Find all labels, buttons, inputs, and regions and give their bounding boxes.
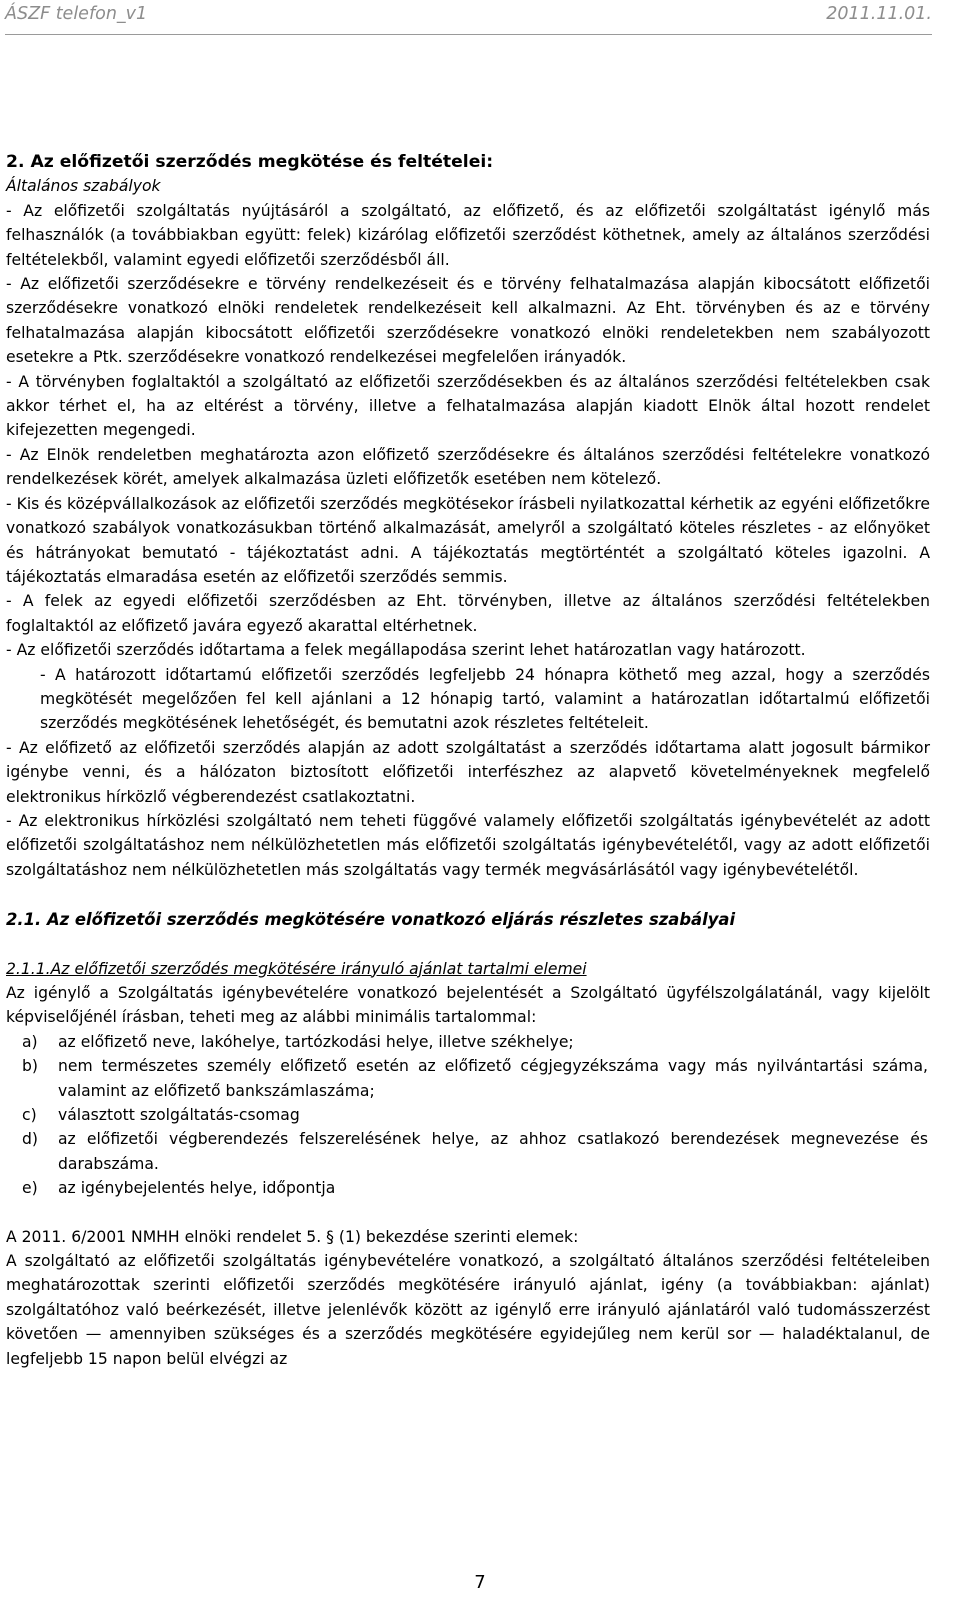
list-marker: e) xyxy=(22,1179,38,1198)
list-item xyxy=(6,1176,930,1200)
list-item-text: az igénybejelentés helye, időpontja xyxy=(58,1179,336,1198)
running-header xyxy=(5,4,932,30)
list-marker: a) xyxy=(22,1032,38,1051)
content-elements-list xyxy=(6,1030,930,1201)
document-body xyxy=(6,150,930,1371)
list-item-text: az előfizető neve, lakóhelye, tartózkodási helye, illetve székhelye; xyxy=(58,1032,574,1051)
list-item xyxy=(6,1054,930,1103)
paragraph: - Az Elnök rendeletben meghatározta azon előfizető szerződésekre és általános szerződési feltételekre vonatkozó rendelkezések körét, amelyek alkalmazása üzleti előfizetők esetében nem kötelező. xyxy=(6,445,930,489)
paragraph: - Az előfizetői szolgáltatás nyújtásáról a szolgáltató, az előfizető, és az előfizetői szolgáltatást igénylő más felhasználók (a továbbiakban együtt: felek) kizárólag előfizetői szerződést köthetnek, amely az általános szerződési feltételekből, valamint egyedi előfizetői szerződésből áll. xyxy=(6,201,930,269)
header-date: 2011.11.01. xyxy=(826,4,932,24)
paragraph: Az igénylő a Szolgáltatás igénybevételére vonatkozó bejelentését a Szolgáltató ügyfélszolgálatánál, vagy kijelölt képviselőjénél írásban, teheti meg az alábbi minimális tartalommal: xyxy=(6,984,930,1027)
indented-paragraph: - A határozott időtartamú előfizetői szerződés legfeljebb 24 hónapra köthető meg azzal, hogy a szerződés megkötését megelőzően fel kell ajánlani a 12 hónapig tartó, valamint a határozatlan időtartalmú előfizetői szerződés megkötésének lehetőségét, és bemutatni azok részletes feltételeit. xyxy=(40,665,930,733)
list-marker: d) xyxy=(22,1130,38,1149)
paragraph: - Kis és középvállalkozások az előfizetői szerződés megkötésekor írásbeli nyilatkozattal kérhetik az egyéni előfizetőkre vonatkozó szabályok vonatkozásukban történő alkalmazását, amelyről a szolgáltató köteles részletes - az előnyöket és hátrányokat bemutató - tájékoztatást adni. A tájékoztatás megtörténtét a szolgáltató köteles igazolni. A tájékoztatás elmaradása esetén az előfizetői szerződés semmis. xyxy=(6,494,930,586)
page-number: 7 xyxy=(474,1572,486,1593)
section-2-subtitle: Általános szabályok xyxy=(6,177,161,196)
paragraph: - Az előfizető az előfizetői szerződés alapján az adott szolgáltatást a szerződés időtartama alatt jogosult bármikor igénybe venni, és a hálózaton biztosított előfizetői interfészhez az alapvető követelményeknek megfelelő elektronikus hírközlő végberendezést csatlakoztatni. xyxy=(6,738,930,806)
paragraph: - Az előfizetői szerződés időtartama a felek megállapodása szerint lehet határozatlan vagy határozott. xyxy=(6,641,806,660)
list-marker: b) xyxy=(22,1057,38,1076)
decree-reference: A 2011. 6/2001 NMHH elnöki rendelet 5. § (1) bekezdése szerinti elemek: xyxy=(6,1227,579,1246)
list-item-text: választott szolgáltatás-csomag xyxy=(58,1106,300,1125)
list-item xyxy=(6,1103,930,1127)
section-2-1-1-heading: 2.1.1.Az előfizetői szerződés megkötésére irányuló ajánlat tartalmi elemei xyxy=(6,959,587,978)
section-2-1-heading: 2.1. Az előfizetői szerződés megkötésére vonatkozó eljárás részletes szabályai xyxy=(6,910,736,930)
paragraph: - A törvényben foglaltaktól a szolgáltató az előfizetői szerződésekben és az általános szerződési feltételekben csak akkor térhet el, ha az eltérést a törvény, illetve a felhatalmazása alapján kiadott Elnök által hozott rendelet kifejezetten megengedi. xyxy=(6,372,930,440)
list-item-text: az előfizetői végberendezés felszerelésének helye, az ahhoz csatlakozó berendezések megnevezése és darabszáma. xyxy=(58,1130,928,1173)
header-divider xyxy=(5,34,932,35)
spacer xyxy=(6,882,930,906)
section-2-heading: 2. Az előfizetői szerződés megkötése és feltételei: xyxy=(6,152,494,172)
paragraph: - A felek az egyedi előfizetői szerződésben az Eht. törvényben, illetve az általános szerződési feltételekben foglaltaktól az előfizető javára egyező akarattal eltérhetnek. xyxy=(6,592,930,635)
list-item xyxy=(6,1127,930,1176)
paragraph: A szolgáltató az előfizetői szolgáltatás igénybevételére vonatkozó, a szolgáltató általános szerződési feltételeiben meghatározottak szerinti előfizetői szerződés megkötésére irányuló ajánlat, igény (a továbbiakban: ajánlat) szolgáltatóhoz való beérkezését, illetve jelenlévők között az igénylő erre irányuló ajánlatáról való tudomásszerzést követően — amennyiben szükséges és a szerződés megkötésére egyidejűleg nem kerül sor — haladéktalanul, de legfeljebb 15 napon belül elvégzi az xyxy=(6,1252,930,1368)
paragraph: - Az előfizetői szerződésekre e törvény rendelkezéseit és e törvény felhatalmazása alapján kibocsátott előfizetői szerződésekre vonatkozó elnöki rendeletek rendelkezéseit kell alkalmazni. Az Eht. törvényben és az e törvény felhatalmazása alapján kibocsátott előfizetői szerződésekre vonatkozó elnöki rendeletekben nem szabályozott esetekre a Ptk. szerződésekre vonatkozó rendelkezései megfelelően irányadók. xyxy=(6,275,930,367)
header-document-name: ÁSZF telefon_v1 xyxy=(5,4,148,24)
spacer xyxy=(6,1201,930,1225)
spacer xyxy=(6,933,930,957)
list-marker: c) xyxy=(22,1106,37,1125)
paragraph: - Az elektronikus hírközlési szolgáltató nem teheti függővé valamely előfizetői szolgáltatás igénybevételét az adott előfizetői szolgáltatáshoz nem nélkülözhetetlen más előfizetői szolgáltatás igénybevételétől, vagy az adott előfizetői szolgáltatáshoz nem nélkülözhetetlen más szolgáltatás vagy termék megvásárlásától vagy igénybevételétől. xyxy=(6,811,930,879)
list-item-text: nem természetes személy előfizető esetén az előfizető cégjegyzékszáma vagy más nyilvántartási száma, valamint az előfizető bankszámlaszáma; xyxy=(58,1057,928,1100)
list-item xyxy=(6,1030,930,1054)
